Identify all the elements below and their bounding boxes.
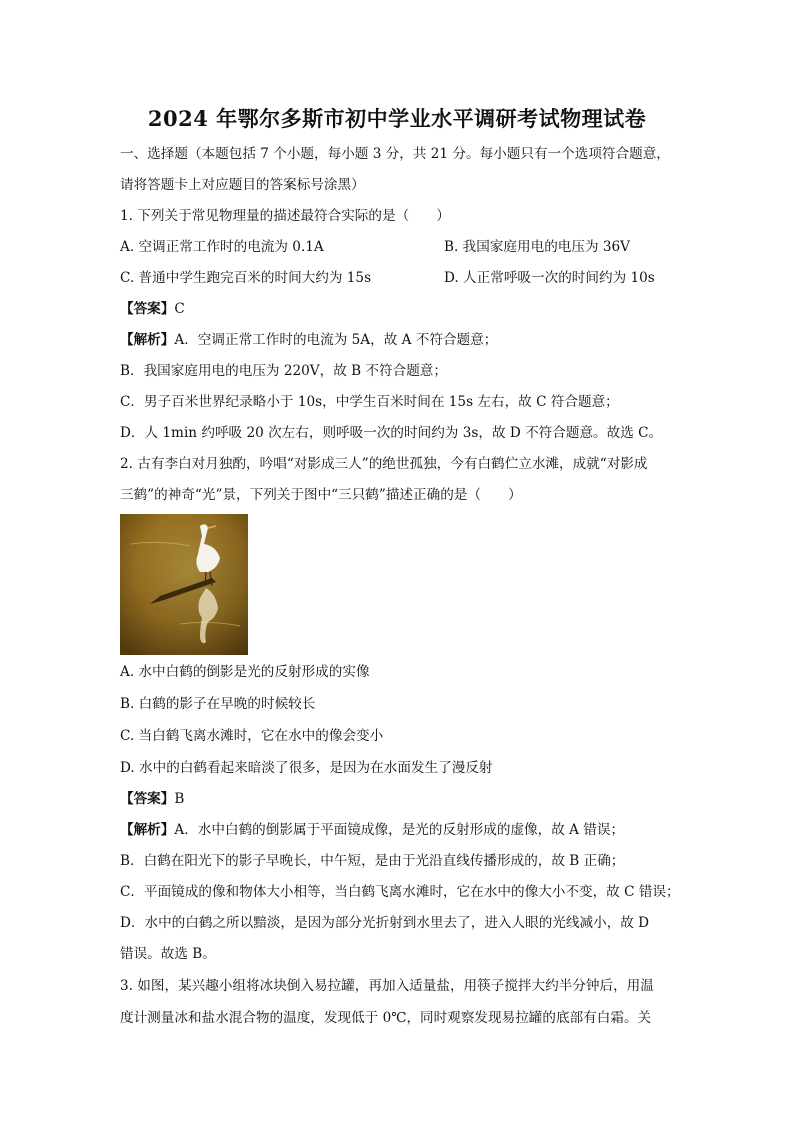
section-heading-line-1: 一、选择题（本题包括 7 个小题，每小题 3 分，共 21 分。每小题只有一个选项符合题意，: [120, 146, 670, 162]
page-title: 2024 年鄂尔多斯市初中学业水平调研考试物理试卷: [147, 106, 647, 131]
q2-analysis-line-1: [120, 820, 624, 840]
q1-analysis-line-2: B．我国家庭用电的电压为 220V，故 B 不符合题意；: [120, 363, 447, 379]
q1-answer-label: 【答案】: [120, 301, 175, 317]
q1-analysis-text-1: A．空调正常工作时的电流为 5A，故 A 不符合题意；: [174, 332, 498, 348]
q1-analysis-line-4: D．人 1min 约呼吸 20 次左右，则呼吸一次的时间约为 3s，故 D 不符合题意。故选 C。: [120, 425, 663, 441]
q2-answer: [120, 789, 184, 809]
q1-answer-value: C: [174, 301, 185, 317]
q2-analysis-line-4: D．水中的白鹤之所以黯淡，是因为部分光折射到水里去了，进入人眼的光线减小，故 D: [120, 915, 650, 931]
q2-analysis-label: 【解析】: [120, 822, 175, 838]
q2-stem-line-2: 三鹤”的神奇“光”景，下列关于图中“三只鹤”描述正确的是（ ）: [120, 487, 522, 503]
q3-stem-line-2: 度计测量冰和盐水混合物的温度，发现低于 0℃，同时观察发现易拉罐的底部有白霜。关: [120, 1010, 652, 1026]
q1-analysis-line-1: [120, 330, 497, 350]
q2-option-b: B. 白鹤的影子在早晚的时候较长: [120, 696, 316, 712]
q2-analysis-line-5: 错误。故选 B。: [120, 946, 216, 962]
q1-option-b: B. 我国家庭用电的电压为 36V: [444, 239, 631, 255]
q1-option-d: D. 人正常呼吸一次的时间约为 10s: [444, 270, 655, 286]
q2-analysis-line-3: C．平面镜成的像和物体大小相等，当白鹤飞离水滩时，它在水中的像大小不变，故 C 错误；: [120, 884, 680, 900]
q1-option-c: C. 普通中学生跑完百米的时间大约为 15s: [120, 270, 372, 286]
egret-photo-icon: [120, 514, 248, 655]
q2-option-c: C. 当白鹤飞离水滩时，它在水中的像会变小: [120, 728, 384, 744]
q2-analysis-text-1: A．水中白鹤的倒影属于平面镜成像，是光的反射形成的虚像，故 A 错误；: [174, 822, 625, 838]
q1-stem: 1. 下列关于常见物理量的描述最符合实际的是（ ）: [120, 208, 450, 224]
q1-analysis-label: 【解析】: [120, 332, 175, 348]
q1-option-a: A. 空调正常工作时的电流为 0.1A: [120, 239, 324, 255]
section-heading-line-2: 请将答题卡上对应题目的答案标号涂黑）: [120, 177, 365, 193]
q3-stem-line-1: 3. 如图，某兴趣小组将冰块倒入易拉罐，再加入适量盐，用筷子搅拌大约半分钟后，用温: [120, 978, 654, 994]
q2-stem-line-1: 2. 古有李白对月独酌，吟唱“对影成三人”的绝世孤独，今有白鹤伫立水滩，成就“对影成: [120, 456, 648, 472]
q1-analysis-line-3: C．男子百米世界纪录略小于 10s，中学生百米时间在 15s 左右，故 C 符合题意；: [120, 394, 619, 410]
q2-answer-label: 【答案】: [120, 791, 175, 807]
q2-option-a: A. 水中白鹤的倒影是光的反射形成的实像: [120, 664, 370, 680]
q2-analysis-line-2: B．白鹤在阳光下的影子早晚长，中午短，是由于光沿直线传播形成的，故 B 正确；: [120, 853, 625, 869]
q2-answer-value: B: [174, 791, 185, 807]
egret-photo: [120, 514, 248, 655]
q2-option-d: D. 水中的白鹤看起来暗淡了很多，是因为在水面发生了漫反射: [120, 760, 493, 776]
q1-answer: [120, 299, 185, 319]
